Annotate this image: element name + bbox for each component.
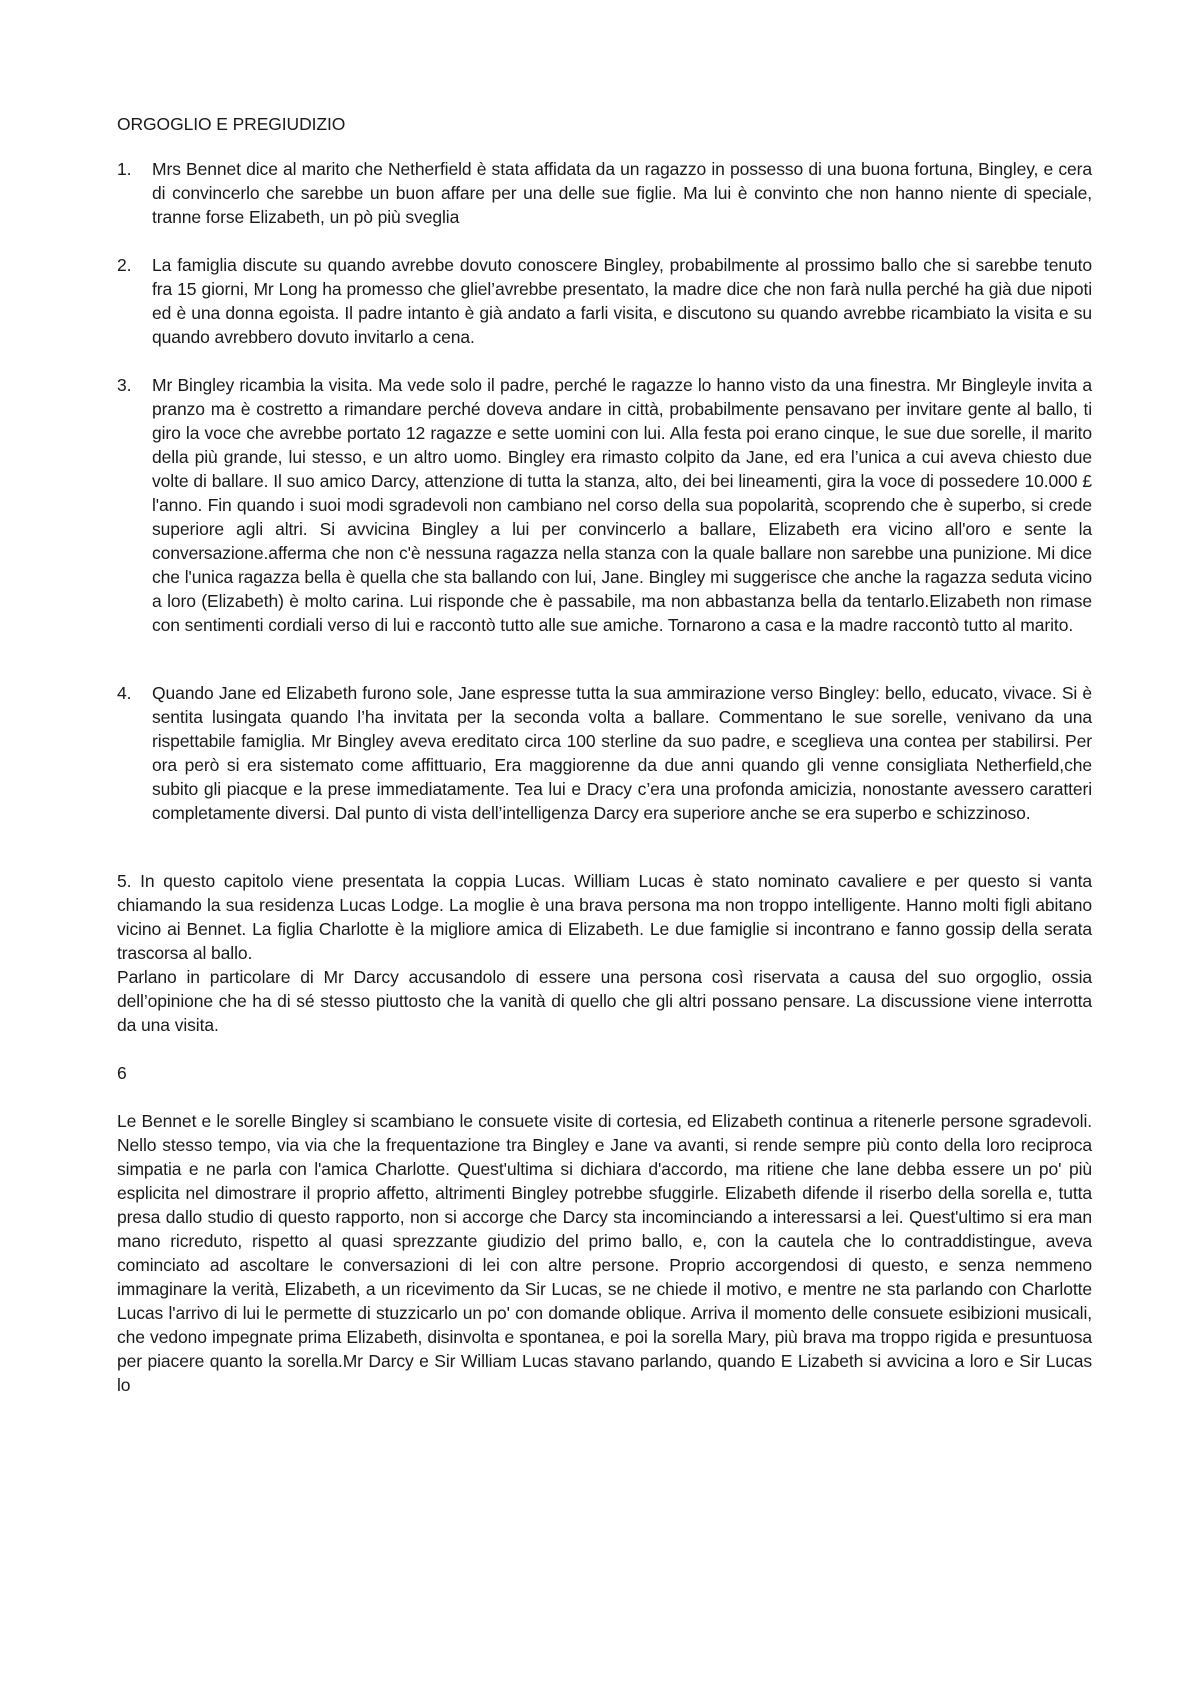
section-6-paragraph: Le Bennet e le sorelle Bingley si scambiano le consuete visite di cortesia, ed Elizabeth continua a ritenerle persone sgradevoli. Nello stesso tempo, via via che la frequentazione tra Bingley e Jane va avanti, si rende sempre più conto della loro reciproca simpatia e ne parla con l'amica Charlotte. Quest'ultima si dichiara d'accordo, ma ritiene che lane debba essere un po' più esplicita nel dimostrare il proprio affetto, altrimenti Bingley potrebbe sfuggirle. Elizabeth difende il riserbo della sorella e, tutta presa dallo studio di questo rapporto, non si accorge che Darcy sta incominciando a interessarsi a lei. Quest'ultimo si era man mano ricreduto, rispetto al quasi sprezzante giudizio del primo ballo, e, con la cautela che lo contraddistingue, aveva cominciato ad ascoltare le conversazioni di lei con altre persone. Proprio accorgendosi di questo, e senza nemmeno immaginare la verità, Elizabeth, a un ricevimento da Sir Lucas, se ne chiede il motivo, e mentre ne sta parlando con Charlotte Lucas l'arrivo di lui le permette di stuzzicarlo un po' con domande oblique. Arriva il momento delle consuete esibizioni musicali, che vedono impegnate prima Elizabeth, disinvolta e spontanea, e poi la sorella Mary, più brava ma troppo rigida e presuntuosa per piacere quanto la sorella.Mr Darcy e Sir William Lucas stavano parlando, quando E Lizabeth si avvicina a loro e Sir Lucas lo: [117, 1111, 1092, 1395]
list-item-3: [117, 373, 1092, 637]
section-5-paragraph: 5. In questo capitolo viene presentata la coppia Lucas. William Lucas è stato nominato cavaliere e per questo si vanta chiamando la sua residenza Lucas Lodge. La moglie è una brava persona ma non troppo intelligente. Hanno molti figli abitano vicino ai Bennet. La figlia Charlotte è la migliore amica di Elizabeth. Le due famiglie si incontrano e fanno gossip della serata trascorsa al ballo.: [117, 871, 1092, 963]
list-item-number: 4.: [117, 683, 132, 703]
list-item-1: [117, 157, 1092, 229]
list-item-text: La famiglia discute su quando avrebbe dovuto conoscere Bingley, probabilmente al prossimo ballo che si sarebbe tenuto fra 15 giorni, Mr Long ha promesso che gliel’avrebbe presentato, la madre dice che non farà nulla perché ha già due nipoti ed è una donna egoista. Il padre intanto è già andato a farli visita, e discutono su quando avrebbe ricambiato la visita e su quando avrebbero dovuto invitarlo a cena.: [152, 255, 1092, 347]
list-item-text: Mr Bingley ricambia la visita. Ma vede solo il padre, perché le ragazze lo hanno visto da una finestra. Mr Bingleyle invita a pranzo ma è costretto a rimandare perché doveva andare in città, probabilmente pensavano per invitare gente al ballo, ti giro la voce che avrebbe portato 12 ragazze e sette uomini con lui. Alla festa poi erano cinque, le sue due sorelle, il marito della più grande, lui stesso, e un altro uomo. Bingley era rimasto colpito da Jane, ed era l’unica a cui aveva chiesto due volte di ballare. Il suo amico Darcy, attenzione di tutta la stanza, alto, dei bei lineamenti, gira la voce di possedere 10.000 £ l'anno. Fin quando i suoi modi sgradevoli non cambiano nel corso della sua popolarità, scoprendo che è superbo, si crede superiore agli altri. Si avvicina Bingley a lui per convincerlo a ballare, Elizabeth era vicino all'oro e sente la conversazione.afferma che non c'è nessuna ragazza nella stanza con la quale ballare non sarebbe una punizione. Mi dice che l'unica ragazza bella è quella che sta ballando con lui, Jane. Bingley mi suggerisce che anche la ragazza seduta vicino a loro (Elizabeth) è molto carina. Lui risponde che è passabile, ma non abbastanza bella da tentarlo.Elizabeth non rimase con sentimenti cordiali verso di lui e raccontò tutto alle sue amiche. Tornarono a casa e la madre raccontò tutto al marito.: [152, 375, 1092, 635]
section-6-heading: 6: [117, 1063, 127, 1083]
list-item-number: 3.: [117, 375, 132, 395]
section-5-paragraph-2: Parlano in particolare di Mr Darcy accusandolo di essere una persona così riservata a causa del suo orgoglio, ossia dell’opinione che ha di sé stesso piuttosto che la vanità di quello che gli altri possano pensare. La discussione viene interrotta da una visita.: [117, 967, 1092, 1035]
list-item-text: Mrs Bennet dice al marito che Netherfield è stata affidata da un ragazzo in possesso di una buona fortuna, Bingley, e cera di convincerlo che sarebbe un buon affare per una delle sue figlie. Ma lui è convinto che non hanno niente di speciale, tranne forse Elizabeth, un pò più sveglia: [152, 159, 1092, 227]
list-item-number: 2.: [117, 255, 132, 275]
document-page: [117, 112, 1092, 1397]
list-item-4: [117, 681, 1092, 825]
list-item-text: Quando Jane ed Elizabeth furono sole, Jane espresse tutta la sua ammirazione verso Bingley: bello, educato, vivace. Si è sentita lusingata quando l’ha invitata per la seconda volta a ballare. Commentano le sue sorelle, venivano da una rispettabile famiglia. Mr Bingley aveva ereditato circa 100 sterline da suo padre, e sceglieva una contea per stabilirsi. Per ora però si era sistemato come affittuario, Era maggiorenne da due anni quando gli venne consigliata Netherfield,che subito gli piacque e la prese immediatamente. Tea lui e Dracy c’era una profonda amicizia, nonostante avessero caratteri completamente diversi. Dal punto di vista dell’intelligenza Darcy era superiore anche se era superbo e schizzinoso.: [152, 683, 1092, 823]
document-title: ORGOGLIO E PREGIUDIZIO: [117, 114, 346, 134]
list-item-2: [117, 253, 1092, 349]
list-item-number: 1.: [117, 159, 132, 179]
